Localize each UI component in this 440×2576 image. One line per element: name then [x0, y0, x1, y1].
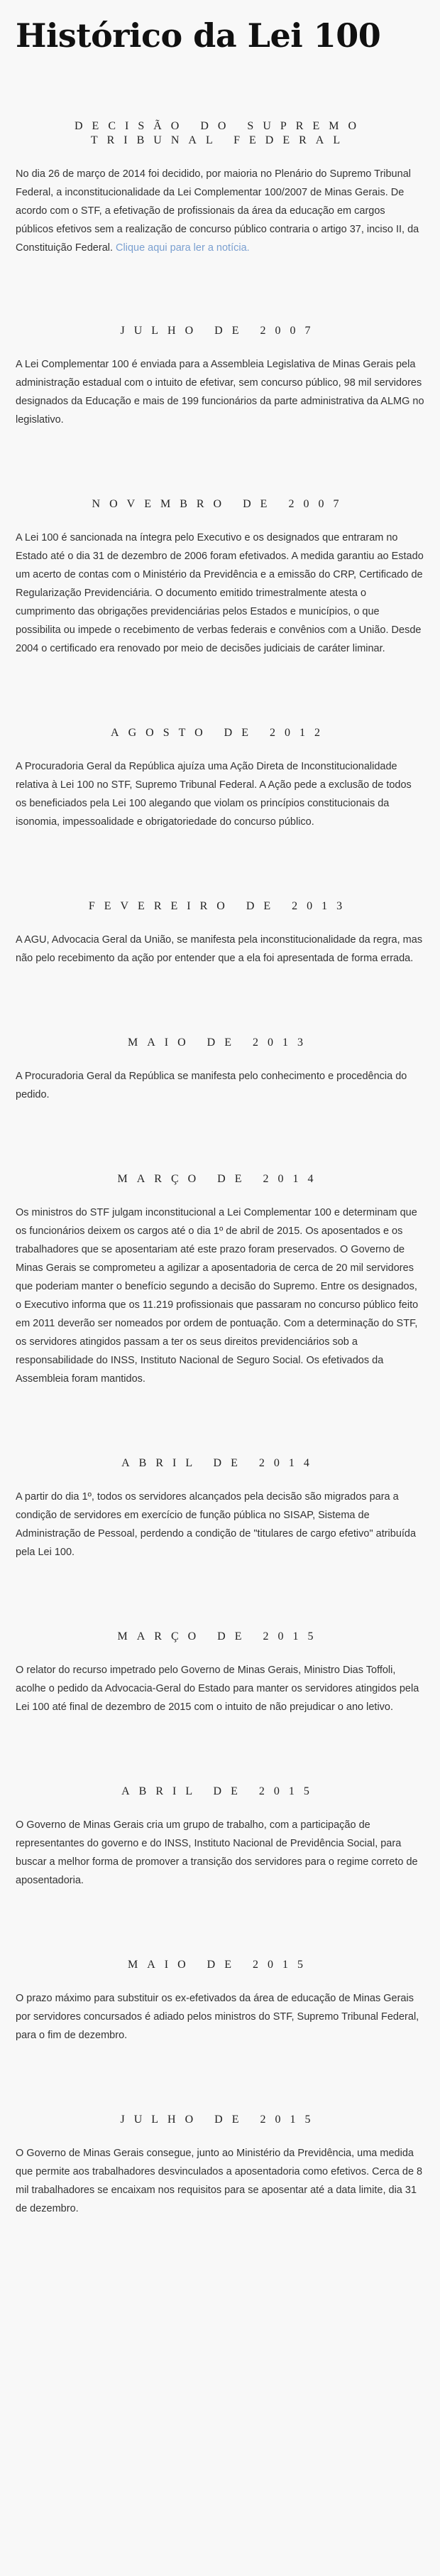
spacer	[16, 1104, 424, 1172]
section-body: A Procuradoria Geral da República se manifesta pelo conhecimento e procedência do pedido.	[16, 1071, 407, 1100]
section-body: A partir do dia 1º, todos os servidores alcançados pela decisão são migrados para a condição de servidores em exercício de função pública no SISAP, Sistema de Administração de Pessoal, perdendo a condição de "titulares de cargo efetivo" atribuída pela Lei 100.	[16, 1491, 417, 1558]
section-body: A AGU, Advocacia Geral da União, se manifesta pela inconstitucionalidade da regra, mas não pelo recebimento da ação por entender que a ela foi apresentada de forma errada.	[16, 934, 423, 964]
section-agosto-2012	[16, 726, 424, 831]
section-heading: FEVEREIRO DE 2013	[88, 900, 352, 912]
section-julho-2007	[16, 324, 424, 429]
section-fevereiro-2013	[16, 899, 424, 968]
section-heading: NOVEMBRO DE 2007	[92, 498, 348, 510]
section-body: A Lei 100 é sancionada na íntegra pelo Executivo e os designados que entraram no Estado até o dia 31 de dezembro de 2006 foram efetivados. A medida garantiu ao Estado um acerto de contas com o Ministério da Previdência e a emissão do CRP, Certificado de Regularização Previdenciária. O documento emitido trimestralmente atesta o cumprimento das obrigações previdenciárias pelos Estados e municípios, o que possibilita ou impede o recebimento de verbas federais e convênios com a União. Desde 2004 o certificado era renovado por meio de decisões judiciais de caráter liminar.	[16, 532, 424, 654]
spacer	[16, 1716, 424, 1785]
section-body: O relator do recurso impetrado pelo Governo de Minas Gerais, Ministro Dias Toffoli, acolhe o pedido da Advocacia-Geral do Estado para manter os servidores atingidos pela Lei 100 até final de dezembro de 2015 com o intuito de não prejudicar o ano letivo.	[16, 1665, 419, 1713]
section-julho-2015	[16, 2113, 424, 2218]
spacer	[16, 429, 424, 497]
section-body: A Procuradoria Geral da República ajuíza uma Ação Direta de Inconstitucionalidade relativa à Lei 100 no STF, Supremo Tribunal Federal. A Ação pede a exclusão de todos os beneficiados pela Lei 100 alegando que violam os princípios constitucionais da isonomia, impessoalidade e obrigatoriedade do concurso público.	[16, 761, 412, 828]
section-body	[16, 165, 424, 257]
section-marco-2015	[16, 1630, 424, 1716]
spacer	[16, 1562, 424, 1630]
section-heading: MARÇO DE 2014	[117, 1173, 323, 1185]
spacer	[16, 1388, 424, 1456]
section-body: O Governo de Minas Gerais cria um grupo de trabalho, com a participação de representantes do governo e do INSS, Instituto Nacional de Previdência Social, para buscar a melhor forma de promover a transição dos servidores para o regime correto de aposentadoria.	[16, 1819, 418, 1886]
section-heading: AGOSTO DE 2012	[111, 727, 329, 739]
section-decision	[16, 119, 424, 257]
section-body: O Governo de Minas Gerais consegue, junto ao Ministério da Previdência, uma medida que permite aos trabalhadores desvinculados a aposentadoria como efetivos. Cerca de 8 mil trabalhadores se encaixam nos requisitos para se aposentar até a data limite, dia 31 de dezembro.	[16, 2148, 423, 2214]
section-heading: DECISÃO DO SUPREMO TRIBUNAL FEDERAL	[74, 120, 366, 146]
section-marco-2014	[16, 1172, 424, 1388]
section-abril-2014	[16, 1456, 424, 1562]
section-abril-2015	[16, 1785, 424, 1890]
section-body: Os ministros do STF julgam inconstitucional a Lei Complementar 100 e determinam que os funcionários deixem os cargos até o dia 1º de abril de 2015. Os aposentados e os trabalhadores que se aposentariam até este prazo foram preservados. O Governo de Minas Gerais se comprometeu a agilizar a aposentadoria de cerca de 20 mil servidores que poderiam manter o benefício segundo a decisão do Supremo. Entre os designados, o Executivo informa que os 11.219 profissionais que passaram no concurso público feito em 2011 deverão ser nomeados por ordem de pontuação. Com a determinação do STF, os servidores atingidos passam a ter os seus direitos previdenciários sob a responsabilidade do INSS, Instituto Nacional de Seguro Social. Os efetivados da Assembleia foram mantidos.	[16, 1207, 419, 1385]
spacer	[16, 658, 424, 726]
read-news-link[interactable]: Clique aqui para ler a notícia.	[116, 242, 250, 254]
spacer	[16, 968, 424, 1036]
spacer	[16, 2045, 424, 2113]
section-heading: MAIO DE 2013	[128, 1037, 312, 1049]
spacer	[16, 831, 424, 899]
section-heading: MARÇO DE 2015	[117, 1630, 323, 1643]
section-text: No dia 26 de março de 2014 foi decidido, por maioria no Plenário do Supremo Tribunal Federal, a inconstitucionalidade da Lei Complementar 100/2007 de Minas Gerais. De acordo com o STF, a efetivação de profissionais da área da educação em cargos públicos efetivos sem a realização de concurso público contraria o artigo 37, inciso II, da Constituição Federal.	[16, 168, 419, 254]
section-body: O prazo máximo para substituir os ex-efetivados da área de educação de Minas Gerais por servidores concursados é adiado pelos ministros do STF, Supremo Tribunal Federal, para o fim de dezembro.	[16, 1993, 419, 2041]
page-title: Histórico da Lei 100	[16, 16, 381, 55]
section-heading: JULHO DE 2015	[120, 2114, 320, 2126]
section-heading: MAIO DE 2015	[128, 1959, 312, 1971]
spacer	[16, 1890, 424, 1958]
section-heading: ABRIL DE 2014	[121, 1457, 319, 1469]
section-maio-2013	[16, 1036, 424, 1104]
section-novembro-2007	[16, 497, 424, 658]
section-heading: JULHO DE 2007	[120, 325, 320, 337]
spacer	[16, 257, 424, 324]
section-maio-2015	[16, 1958, 424, 2045]
section-heading: ABRIL DE 2015	[121, 1785, 319, 1797]
section-body: A Lei Complementar 100 é enviada para a Assembleia Legislativa de Minas Gerais pela administração estadual com o intuito de efetivar, sem concurso público, 98 mil servidores designados da Educação e mais de 199 funcionários da parte administrativa da ALMG no legislativo.	[16, 359, 424, 426]
